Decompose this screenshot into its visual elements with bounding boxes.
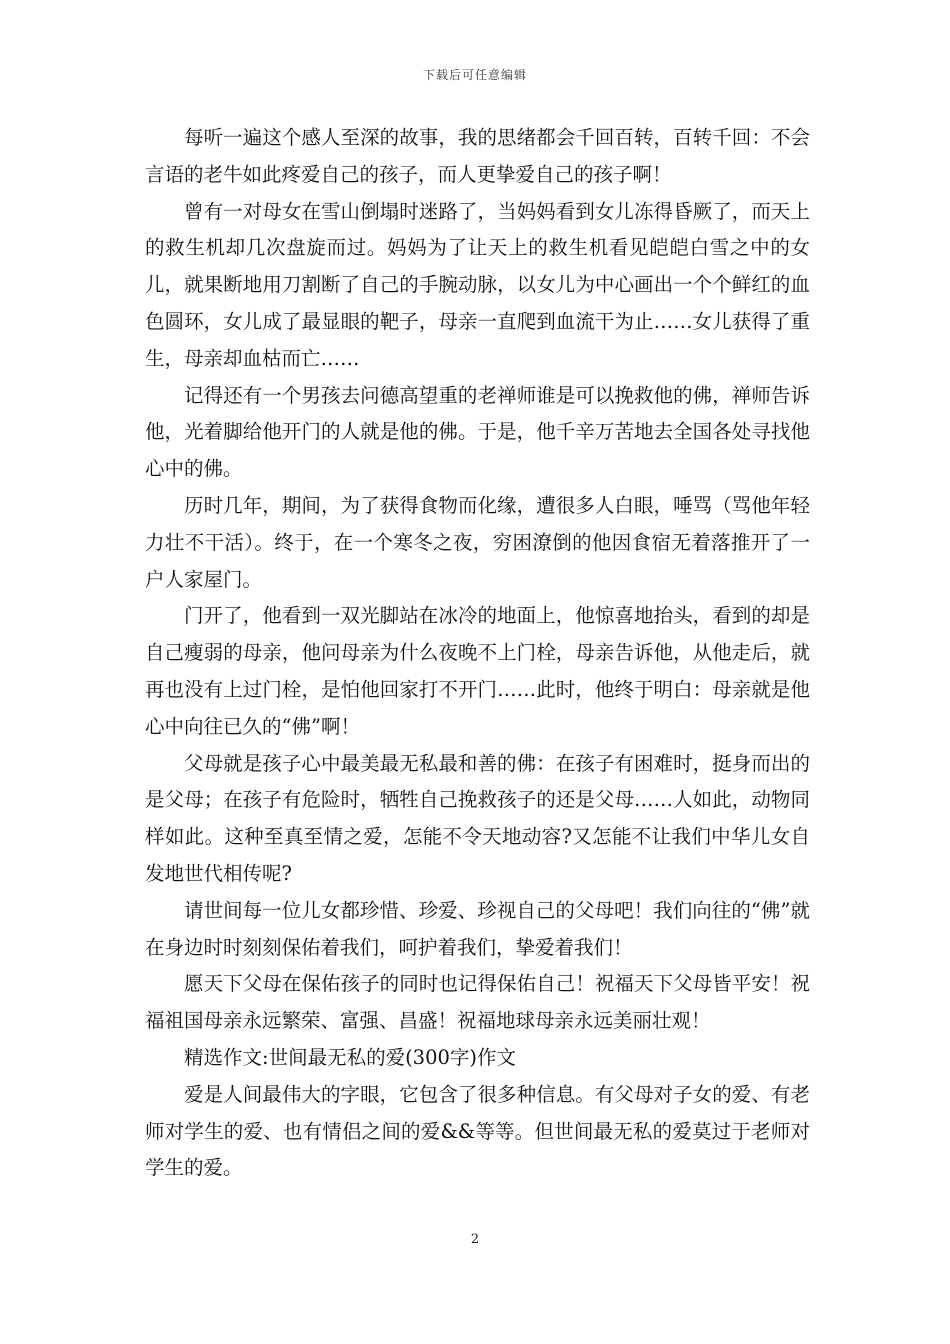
page-number: 2 [470, 1232, 480, 1247]
paragraph-9: 爱是人间最伟大的字眼，它包含了很多种信息。有父母对子女的爱、有老师对学生的爱、也有情侣之间的爱&&等等。但世间最无私的爱莫过于老师对学生的爱。 [145, 1082, 810, 1180]
paragraph-2: 曾有一对母女在雪山倒塌时迷路了，当妈妈看到女儿冻得昏厥了，而天上的救生机却几次盘旋而过。妈妈为了让天上的救生机看见皑皑白雪之中的女儿，就果断地用刀割断了自己的手腕动脉，以女儿为中心画出一个个鲜红的血色圆环，女儿成了最显眼的靶子，母亲一直爬到血流干为止……女儿获得了重生，母亲却血枯而亡…… [145, 199, 810, 370]
paragraph-1: 每听一遍这个感人至深的故事，我的思绪都会千回百转，百转千回：不会言语的老牛如此疼爱自己的孩子，而人更挚爱自己的孩子啊！ [145, 126, 810, 186]
paragraph-4: 历时几年，期间，为了获得食物而化缘，遭很多人白眼，唾骂（骂他年轻力壮不干活）。终于，在一个寒冬之夜，穷困潦倒的他因食宿无着落推开了一户人家屋门。 [145, 493, 810, 591]
document-body [145, 120, 810, 1187]
paragraph-3: 记得还有一个男孩去问德高望重的老禅师谁是可以挽救他的佛，禅师告诉他，光着脚给他开门的人就是他的佛。于是，他千辛万苦地去全国各处寻找他心中的佛。 [145, 383, 810, 481]
paragraph-8: 愿天下父母在保佑孩子的同时也记得保佑自己！祝福天下父母皆平安！祝福祖国母亲永远繁荣、富强、昌盛！祝福地球母亲永远美丽壮观！ [145, 972, 810, 1033]
paragraph-6: 父母就是孩子心中最美最无私最和善的佛：在孩子有困难时，挺身而出的是父母；在孩子有危险时，牺牲自己挽救孩子的还是父母……人如此，动物同样如此。这种至真至情之爱，怎能不令天地动容?又怎能不让我们中华儿女自发地世代相传呢? [145, 751, 810, 885]
paragraph-7: 请世间每一位儿女都珍惜、珍爱、珍视自己的父母吧！我们向往的“佛”就在身边时时刻刻保佑着我们，呵护着我们，挚爱着我们！ [145, 898, 810, 959]
paragraph-5: 门开了，他看到一双光脚站在冰冷的地面上，他惊喜地抬头，看到的却是自己瘦弱的母亲，他问母亲为什么夜晚不上门栓，母亲告诉他，从他走后，就再也没有上过门栓，是怕他回家打不开门……此时，他终于明白：母亲就是他心中向往已久的“佛”啊！ [145, 604, 810, 738]
page-header: 下载后可任意编辑 [422, 68, 527, 82]
section-heading: 精选作文:世间最无私的爱(300字)作文 [184, 1045, 517, 1069]
